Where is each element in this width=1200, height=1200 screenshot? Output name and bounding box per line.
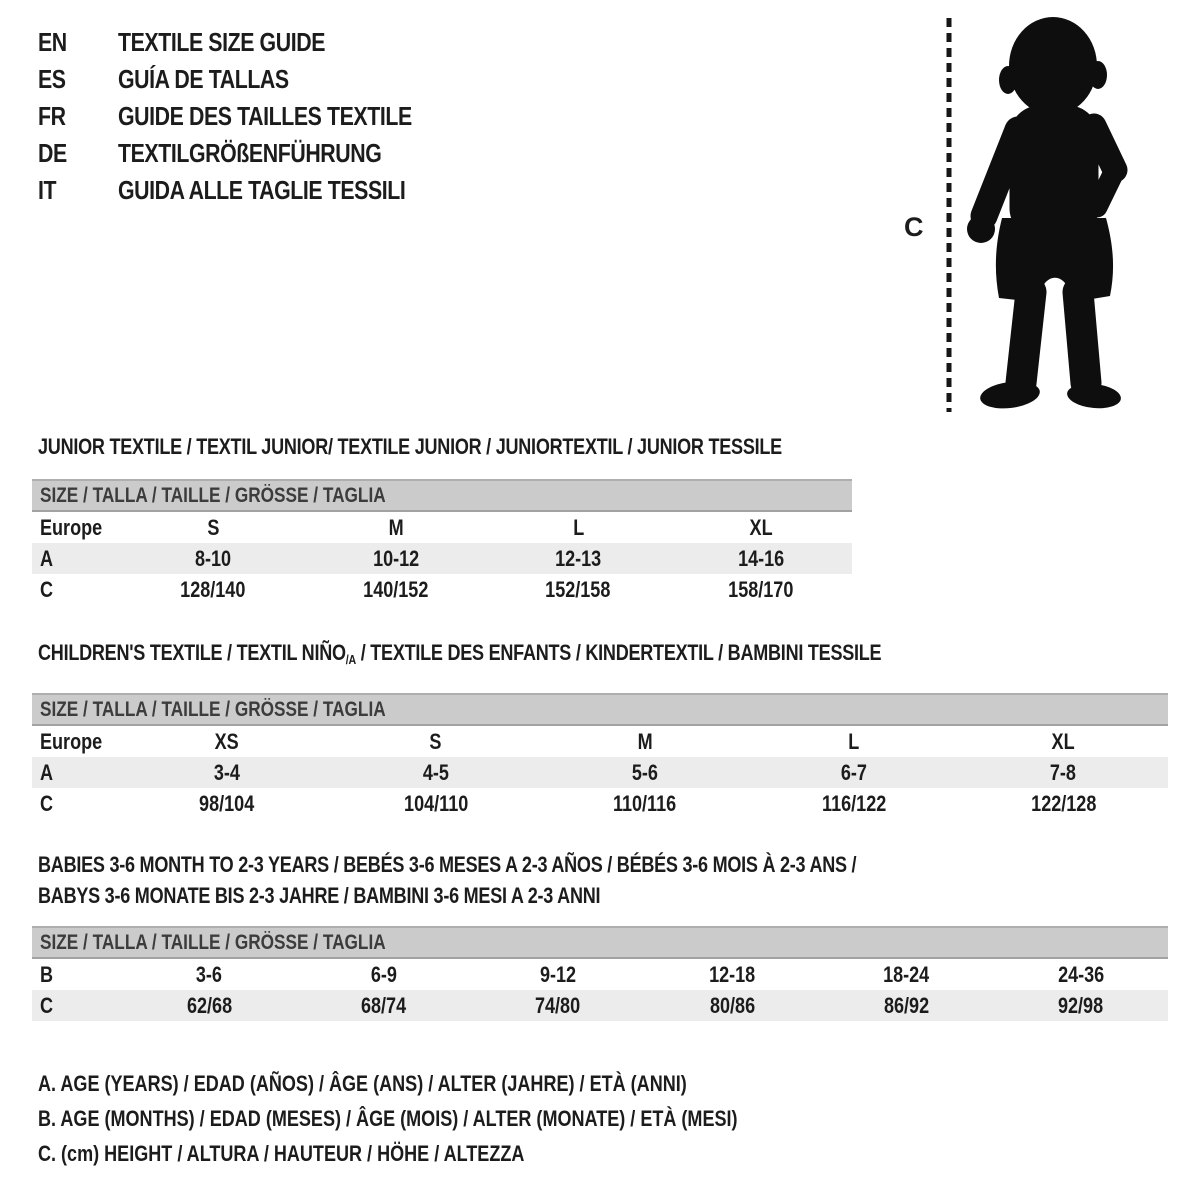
size-cell: 62/68 [186,992,232,1018]
row-label: C [40,576,54,602]
section-children-textile [32,640,1168,819]
toddler-silhouette [967,17,1122,412]
language-label-text: GUÍA DE TALLAS [118,64,289,94]
table-row [32,574,852,605]
size-cell: S [429,728,442,754]
size-cell: 122/128 [1030,790,1096,816]
language-label [118,101,476,132]
language-label [118,138,439,169]
language-code [38,175,118,206]
measurement-legend [32,1066,891,1171]
size-header-bar [32,693,1168,726]
row-label: B [40,961,54,987]
size-cell: M [637,728,653,754]
legend-line-c-text: C. (cm) HEIGHT / ALTURA / HAUTEUR / HÖHE / ALTEZZA [38,1141,525,1166]
language-row-es [38,61,476,98]
language-list [38,24,476,209]
language-label [118,64,326,95]
size-cell: M [388,514,404,540]
row-label: Europe [40,514,103,540]
size-cell: 98/104 [198,790,255,816]
language-code-text: FR [38,101,66,131]
size-cell: 6-7 [841,759,868,785]
size-header-text: SIZE / TALLA / TAILLE / GRÖSSE / TAGLIA [40,697,386,721]
size-cell: 68/74 [360,992,407,1018]
language-code [38,138,118,169]
children-size-table [32,726,1168,819]
size-cell: 152/158 [545,576,611,602]
size-cell: 12-13 [555,545,602,571]
size-cell: 4-5 [422,759,449,785]
size-cell: 6-9 [370,961,397,987]
section-junior-textile [32,434,852,605]
table-row [32,726,1168,757]
legend-line-a [38,1066,891,1101]
language-code-text: DE [38,138,67,168]
size-cell: 92/98 [1058,992,1104,1018]
section-title [32,434,852,460]
legend-line-b [38,1101,891,1136]
table-row [32,512,852,543]
size-cell: L [572,514,584,540]
table-row [32,788,1168,819]
language-code-text: ES [38,64,66,94]
row-label: C [40,790,54,816]
language-code [38,64,118,95]
section-title [32,640,1168,669]
row-label: A [40,759,54,785]
size-cell: 5-6 [631,759,658,785]
size-cell: 128/140 [180,576,246,602]
section-title-text: JUNIOR TEXTILE / TEXTIL JUNIOR/ TEXTILE JUNIOR / JUNIORTEXTIL / JUNIOR TESSILE [38,434,782,459]
row-label: Europe [40,728,103,754]
language-row-it [38,172,476,209]
size-cell: 18-24 [883,961,930,987]
section-title-text [38,640,881,669]
size-cell: 3-6 [196,961,223,987]
size-cell: 12-18 [709,961,756,987]
size-cell: 104/110 [403,790,468,816]
language-label-text: TEXTILE SIZE GUIDE [118,27,326,57]
language-row-fr [38,98,476,135]
language-label [118,175,469,206]
language-label-text: GUIDA ALLE TAGLIE TESSILI [118,175,406,205]
size-cell: 158/170 [728,576,794,602]
size-cell: 24-36 [1057,961,1104,987]
language-label-text: TEXTILGRÖßENFÜHRUNG [118,138,382,168]
size-cell: 7-8 [1050,759,1077,785]
junior-size-table [32,512,852,605]
language-code [38,101,118,132]
size-cell: 110/116 [613,790,677,816]
language-code [38,27,118,58]
size-cell: 74/80 [535,992,581,1018]
size-cell: 14-16 [737,545,784,571]
title-subscript: /A [345,652,356,667]
size-cell: 140/152 [363,576,429,602]
size-cell: XL [749,514,773,540]
section-title-line2: BABYS 3-6 MONATE BIS 2-3 JAHRE / BAMBINI 3-6 MESI A 2-3 ANNI [38,883,601,908]
size-cell: 10-12 [372,545,419,571]
size-cell: 9-12 [539,961,576,987]
section-title [32,849,1168,911]
language-row-de [38,135,476,172]
size-header-text: SIZE / TALLA / TAILLE / GRÖSSE / TAGLIA [40,483,386,507]
language-label [118,27,370,58]
babies-size-table [32,959,1168,1021]
size-header-bar [32,926,1168,959]
size-header-text: SIZE / TALLA / TAILLE / GRÖSSE / TAGLIA [40,930,386,954]
table-row [32,959,1168,990]
toddler-silhouette-icon [936,10,1148,420]
legend-line-a-text: A. AGE (YEARS) / EDAD (AÑOS) / ÂGE (ANS) / ALTER (JAHRE) / ETÀ (ANNI) [38,1071,687,1096]
title-part1: CHILDREN'S TEXTILE / TEXTIL NIÑO [38,640,346,665]
section-babies-textile [32,849,1168,1021]
size-cell: 116/122 [822,790,887,816]
legend-line-b-text: B. AGE (MONTHS) / EDAD (MESES) / ÂGE (MOIS) / ALTER (MONATE) / ETÀ (MESI) [38,1106,738,1131]
size-cell: XL [1051,728,1075,754]
row-label: A [40,545,54,571]
language-row-en [38,24,476,61]
size-cell: L [848,728,860,754]
legend-line-c [38,1136,891,1171]
table-row [32,757,1168,788]
size-cell: S [207,514,220,540]
language-code-text: IT [38,175,57,205]
table-row [32,543,852,574]
size-cell: XS [214,728,239,754]
title-part2: / TEXTILE DES ENFANTS / KINDERTEXTIL / BAMBINI TESSILE [355,640,882,665]
table-row [32,990,1168,1021]
row-label: C [40,992,54,1018]
size-cell: 3-4 [213,759,240,785]
size-cell: 8-10 [195,545,232,571]
size-header-bar [32,479,852,512]
size-cell: 86/92 [883,992,930,1018]
language-label-text: GUIDE DES TAILLES TEXTILE [118,101,412,131]
height-measure-label: C [904,212,924,242]
language-code-text: EN [38,27,67,57]
size-cell: 80/86 [709,992,755,1018]
section-title-line1: BABIES 3-6 MONTH TO 2-3 YEARS / BEBÉS 3-6 MESES A 2-3 AÑOS / BÉBÉS 3-6 MOIS À 2-3 ANS / [38,852,857,877]
